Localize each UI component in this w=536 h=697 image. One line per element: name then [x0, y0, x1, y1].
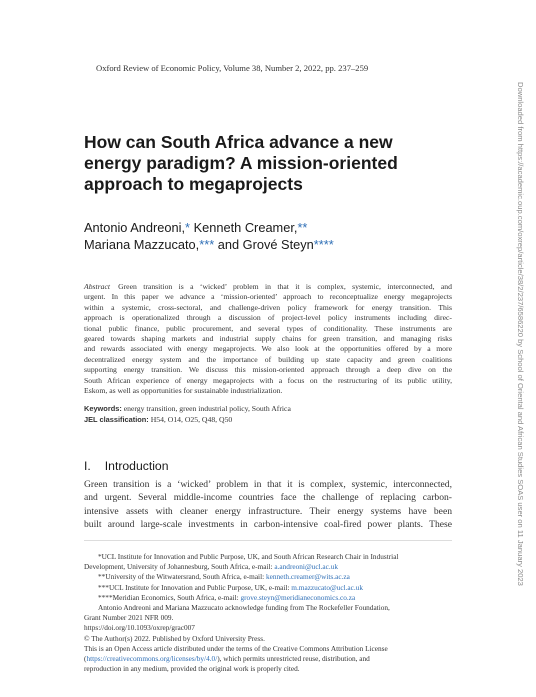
abstract-line: geared towards shaping markets and industrial supply chains for green transition, and managing risks: [84, 334, 452, 344]
keywords-value: energy transition, green industrial policy, South Africa: [123, 404, 291, 413]
abstract-line: Eskom, as well as opportunities for sustainable industrialization.: [84, 386, 283, 396]
download-watermark: [516, 82, 526, 642]
author-list: [84, 220, 334, 253]
footnote-line: [84, 583, 452, 593]
keywords: [84, 404, 291, 413]
jel-label: JEL classification:: [84, 415, 149, 424]
abstract: [84, 282, 452, 396]
footnote-text: Grant Number 2021 NFR 009.: [84, 613, 174, 623]
footnote-text: reproduction in any medium, provided the original work is properly cited.: [84, 664, 300, 674]
footnote-text: Development, University of Johannesburg, South Africa, e-mail:: [84, 562, 275, 572]
footnotes: [84, 552, 452, 674]
abstract-line: tional public finance, public procurement, and several types of conditionality. These instruments are: [84, 323, 452, 333]
footnote-line: [84, 593, 452, 603]
affiliation-marker[interactable]: *: [185, 220, 191, 235]
footnote-line: [84, 613, 452, 623]
abstract-line: supporting energy transition. We discuss this mission-oriented approach through a deep dive on the: [84, 365, 452, 375]
footnote-line: [84, 552, 452, 562]
author-line: [84, 220, 334, 237]
title-line: How can South Africa advance a new: [84, 132, 393, 152]
footnote-line: [84, 603, 452, 613]
author-line: [84, 237, 334, 254]
body-line: and urgent. Several middle-income countries face the challenge of replacing carbon-: [84, 492, 452, 504]
abstract-line: Abstract Green transition is a ‘wicked’ problem in that it is complex, systemic, interconnected, and: [84, 282, 452, 291]
footnote-text: ****Meridian Economics, South Africa, e-mail:: [98, 592, 241, 602]
abstract-line: and rewards associated with energy megaprojects. We also look at the opportunities offered by a more: [84, 344, 452, 354]
section-number: I.: [84, 459, 91, 473]
footnote-line: [84, 664, 452, 674]
jel-classification: [84, 415, 232, 424]
author-name: and Grové Steyn: [214, 236, 314, 252]
section-title: Introduction: [104, 459, 169, 473]
footnote-line: [84, 572, 452, 582]
title-line: energy paradigm? A mission-oriented: [84, 153, 398, 173]
footnote-text: © The Author(s) 2022. Published by Oxford University Press.: [84, 633, 265, 643]
footnote-text: Antonio Andreoni and Mariana Mazzucato acknowledge funding from The Rockefeller Foundation,: [98, 603, 390, 613]
author-name: Kenneth Creamer,: [190, 220, 298, 235]
journal-citation: Oxford Review of Economic Policy, Volume 38, Number 2, 2022, pp. 237–259: [96, 63, 369, 73]
footnote-line: [84, 644, 452, 654]
footnote-line: [84, 562, 452, 572]
author-name: Mariana Mazzucato,: [84, 236, 200, 252]
footnote-link[interactable]: m.mazzucato@ucl.ac.uk: [291, 582, 364, 592]
author-name: Antonio Andreoni,: [84, 220, 186, 235]
body-line: Green transition is a ‘wicked’ problem in that it is complex, systemic, interconnected,: [84, 479, 452, 490]
body-line: intensive assets with cleaner energy infrastructure. Their energy systems have been: [84, 505, 452, 517]
footnote-text: (: [84, 654, 87, 664]
footnote-text: ), which permits unrestricted reuse, distribution, and: [217, 654, 370, 664]
footnote-divider: [84, 540, 452, 541]
keywords-label: Keywords:: [84, 404, 122, 413]
footnote-text: **University of the Witwatersrand, South Africa, e-mail:: [98, 572, 266, 582]
footnote-text: https://doi.org/10.1093/oxrep/grac007: [84, 623, 195, 633]
footnote-line: [84, 654, 452, 664]
abstract-line: within a systemic, cross-sectoral, and challenge-driven policy framework for energy transition. This: [84, 302, 452, 312]
footnote-link[interactable]: https://creativecommons.org/licenses/by/4.0/: [86, 654, 218, 664]
body-text: [84, 478, 452, 532]
abstract-line: approach is operationalized through a discussion of project-level policy instruments including direc-: [84, 313, 452, 323]
footnote-text: This is an Open Access article distributed under the terms of the Creative Commons Attribution License: [84, 643, 388, 653]
affiliation-marker[interactable]: ****: [313, 236, 334, 252]
body-line: built around large-scale investments in carbon-intensive coal-fired power plants. These: [84, 519, 452, 531]
footnote-link[interactable]: kenneth.creamer@wits.ac.za: [265, 572, 350, 582]
article-title: [84, 132, 464, 195]
jel-value: H54, O14, O25, Q48, Q50: [150, 415, 233, 424]
abstract-line: urgent. In this paper we advance a ‘mission-oriented’ approach to reconceptualize energy megaprojects: [84, 292, 452, 302]
section-heading: [84, 459, 168, 473]
title-line: approach to megaprojects: [84, 174, 303, 194]
footnote-link[interactable]: a.andreoni@ucl.ac.uk: [274, 562, 339, 572]
footnote-line: [84, 623, 452, 633]
footnote-link[interactable]: grove.steyn@meridianeconomics.co.za: [240, 592, 356, 602]
affiliation-marker[interactable]: **: [297, 220, 308, 235]
footnote-text: ***UCL Institute for Innovation and Public Purpose, UK, e-mail:: [98, 582, 292, 592]
watermark-text: Downloaded from https://academic.oup.com/oxrep/article/38/2/237/6586220 by School of Oriental and African Studies SOAS user on 11 January 2023: [516, 82, 525, 586]
abstract-line: South African experience of energy megaprojects with a focus on the restructuring of its public utility,: [84, 375, 452, 385]
abstract-label: Abstract: [84, 282, 111, 291]
footnote-line: [84, 634, 452, 644]
abstract-line: decentralized energy system and the importance of building up state capacity and green coalitions: [84, 354, 452, 364]
affiliation-marker[interactable]: ***: [199, 236, 215, 252]
footnote-text: *UCL Institute for Innovation and Public Purpose, UK, and South African Research Chair in Industrial: [98, 552, 399, 561]
